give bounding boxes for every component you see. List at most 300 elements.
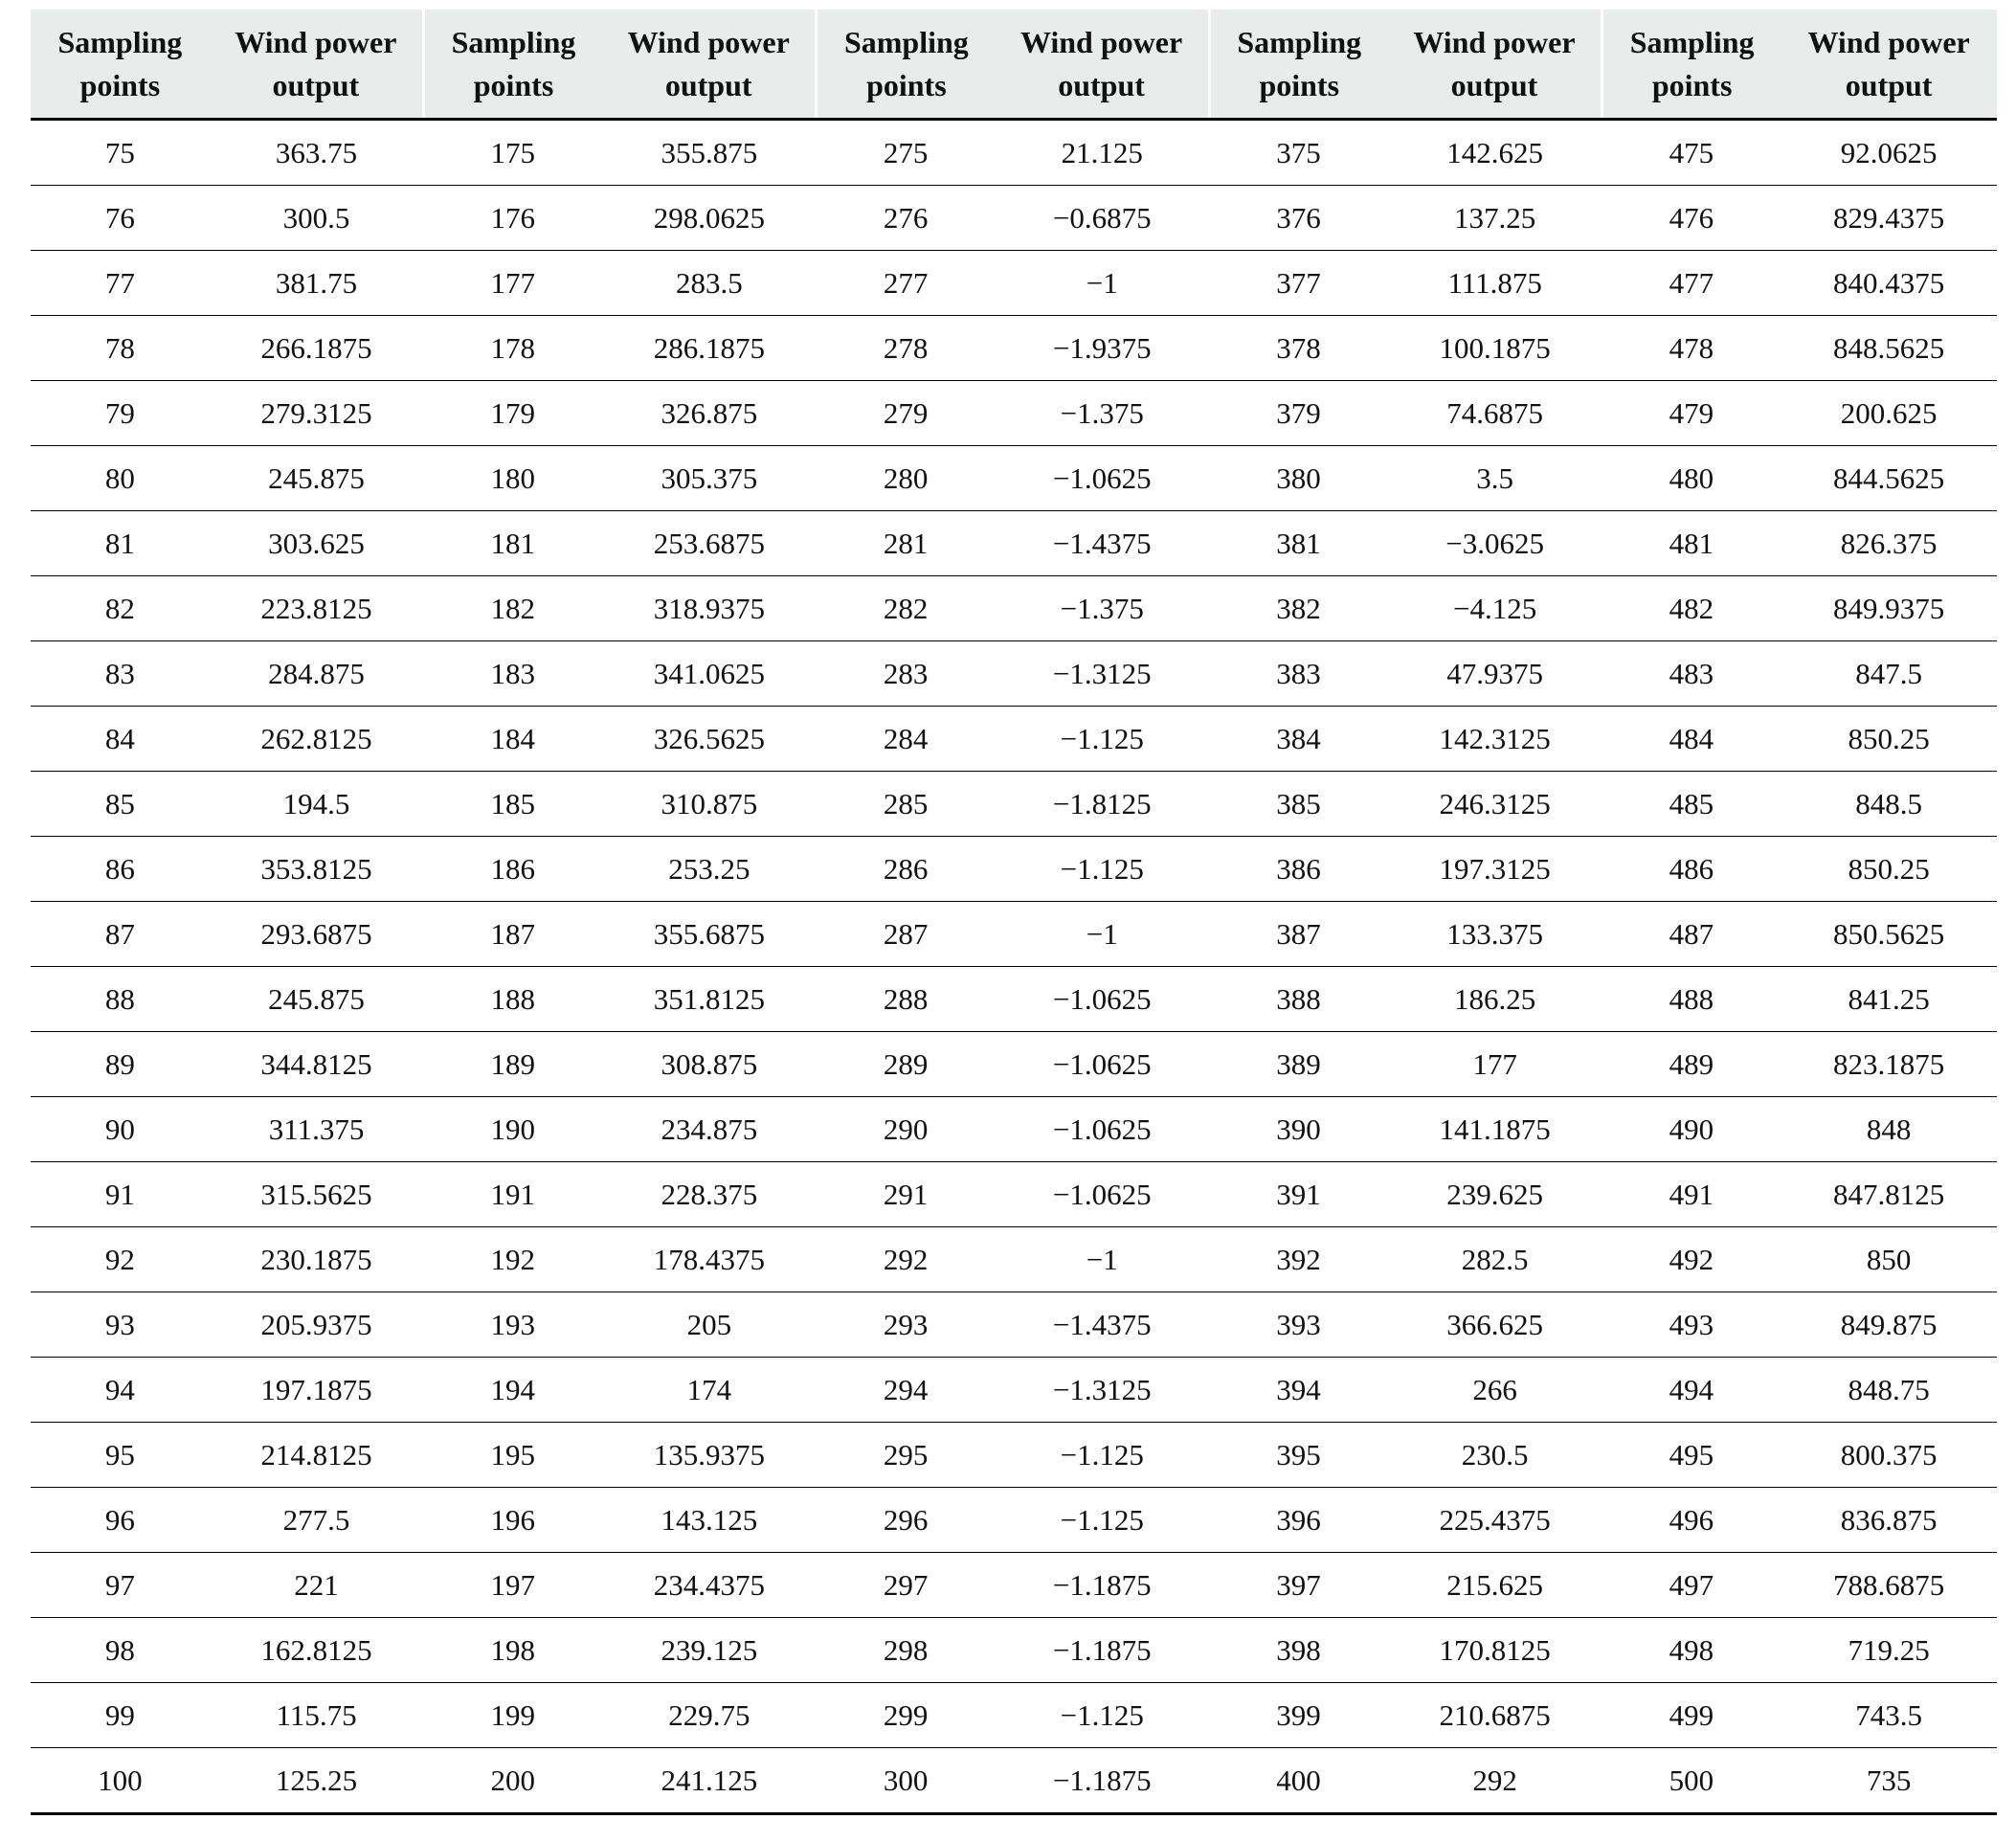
sampling-point-cell: 287 — [817, 902, 996, 967]
wind-power-output-cell: 850.25 — [1781, 707, 1997, 772]
wind-power-output-cell: 197.1875 — [210, 1358, 424, 1423]
table-row — [31, 1227, 1997, 1292]
wind-power-output-cell: 848.75 — [1781, 1358, 1997, 1423]
sampling-point-cell: 94 — [31, 1358, 210, 1423]
table-row — [31, 1097, 1997, 1162]
sampling-point-cell: 195 — [423, 1423, 602, 1488]
header-wind-power-output: Wind power output — [210, 10, 424, 120]
sampling-point-cell: 181 — [423, 511, 602, 576]
wind-power-output-cell: 355.6875 — [602, 902, 817, 967]
sampling-point-cell: 395 — [1209, 1423, 1388, 1488]
sampling-point-cell: 92 — [31, 1227, 210, 1292]
wind-power-output-cell: 21.125 — [995, 120, 1209, 186]
wind-power-output-cell: −1.0625 — [995, 967, 1209, 1032]
sampling-point-cell: 386 — [1209, 837, 1388, 902]
wind-power-output-cell: 293.6875 — [210, 902, 424, 967]
wind-power-output-cell: 245.875 — [210, 967, 424, 1032]
wind-power-output-cell: 253.25 — [602, 837, 817, 902]
sampling-point-cell: 276 — [817, 186, 996, 251]
wind-power-output-cell: 239.625 — [1388, 1162, 1602, 1227]
wind-power-output-cell: 200.625 — [1781, 381, 1997, 446]
wind-power-output-cell: 223.8125 — [210, 576, 424, 641]
header-wind-power-output: Wind power output — [1388, 10, 1602, 120]
wind-power-output-cell: 230.5 — [1388, 1423, 1602, 1488]
wind-power-output-cell: 234.4375 — [602, 1553, 817, 1618]
sampling-point-cell: 279 — [817, 381, 996, 446]
sampling-point-cell: 88 — [31, 967, 210, 1032]
wind-power-output-cell: 381.75 — [210, 251, 424, 316]
wind-power-output-cell: 850 — [1781, 1227, 1997, 1292]
table-row — [31, 1618, 1997, 1683]
sampling-point-cell: 284 — [817, 707, 996, 772]
table-row — [31, 1553, 1997, 1618]
wind-power-output-cell: 303.625 — [210, 511, 424, 576]
wind-power-output-cell: −1.375 — [995, 381, 1209, 446]
sampling-point-cell: 293 — [817, 1292, 996, 1358]
header-sampling-points: Sampling points — [31, 10, 210, 120]
sampling-point-cell: 475 — [1602, 120, 1781, 186]
table-row — [31, 967, 1997, 1032]
table-header — [31, 10, 1997, 120]
sampling-point-cell: 78 — [31, 316, 210, 381]
sampling-point-cell: 384 — [1209, 707, 1388, 772]
header-sampling-points: Sampling points — [817, 10, 996, 120]
header-wind-power-output: Wind power output — [1781, 10, 1997, 120]
sampling-point-cell: 297 — [817, 1553, 996, 1618]
sampling-point-cell: 385 — [1209, 772, 1388, 837]
wind-power-output-cell: 848 — [1781, 1097, 1997, 1162]
sampling-point-cell: 494 — [1602, 1358, 1781, 1423]
wind-power-output-cell: 246.3125 — [1388, 772, 1602, 837]
sampling-point-cell: 393 — [1209, 1292, 1388, 1358]
wind-power-output-cell: 318.9375 — [602, 576, 817, 641]
sampling-point-cell: 185 — [423, 772, 602, 837]
sampling-point-cell: 175 — [423, 120, 602, 186]
sampling-point-cell: 375 — [1209, 120, 1388, 186]
sampling-point-cell: 391 — [1209, 1162, 1388, 1227]
sampling-point-cell: 198 — [423, 1618, 602, 1683]
wind-power-output-cell: 735 — [1781, 1748, 1997, 1814]
sampling-point-cell: 187 — [423, 902, 602, 967]
wind-power-output-cell: 228.375 — [602, 1162, 817, 1227]
wind-power-output-cell: 355.875 — [602, 120, 817, 186]
wind-power-output-cell: 111.875 — [1388, 251, 1602, 316]
wind-power-output-cell: 308.875 — [602, 1032, 817, 1097]
sampling-point-cell: 79 — [31, 381, 210, 446]
sampling-point-cell: 97 — [31, 1553, 210, 1618]
wind-power-output-cell: 353.8125 — [210, 837, 424, 902]
sampling-point-cell: 491 — [1602, 1162, 1781, 1227]
wind-power-output-cell: 788.6875 — [1781, 1553, 1997, 1618]
wind-power-output-cell: −1.8125 — [995, 772, 1209, 837]
wind-power-output-cell: 229.75 — [602, 1683, 817, 1748]
header-sampling-points: Sampling points — [1209, 10, 1388, 120]
wind-power-output-cell: 205 — [602, 1292, 817, 1358]
wind-power-output-cell: 245.875 — [210, 446, 424, 511]
sampling-point-cell: 100 — [31, 1748, 210, 1814]
wind-power-output-cell: −1.125 — [995, 707, 1209, 772]
sampling-point-cell: 482 — [1602, 576, 1781, 641]
wind-power-output-cell: 230.1875 — [210, 1227, 424, 1292]
sampling-point-cell: 82 — [31, 576, 210, 641]
wind-power-output-cell: 225.4375 — [1388, 1488, 1602, 1553]
wind-power-output-cell: 239.125 — [602, 1618, 817, 1683]
table-row — [31, 837, 1997, 902]
wind-power-output-cell: 848.5 — [1781, 772, 1997, 837]
wind-power-output-cell: 143.125 — [602, 1488, 817, 1553]
wind-power-output-cell: 3.5 — [1388, 446, 1602, 511]
sampling-point-cell: 84 — [31, 707, 210, 772]
wind-power-output-cell: 210.6875 — [1388, 1683, 1602, 1748]
wind-power-output-cell: 142.3125 — [1388, 707, 1602, 772]
wind-power-output-cell: −1.1875 — [995, 1553, 1209, 1618]
sampling-point-cell: 199 — [423, 1683, 602, 1748]
wind-power-output-cell: −1.4375 — [995, 511, 1209, 576]
wind-power-output-cell: −1.1875 — [995, 1748, 1209, 1814]
wind-power-output-cell: 279.3125 — [210, 381, 424, 446]
sampling-point-cell: 95 — [31, 1423, 210, 1488]
sampling-point-cell: 484 — [1602, 707, 1781, 772]
wind-power-output-cell: 266.1875 — [210, 316, 424, 381]
table-row — [31, 641, 1997, 707]
wind-power-output-cell: −1.0625 — [995, 1097, 1209, 1162]
sampling-point-cell: 485 — [1602, 772, 1781, 837]
table-row — [31, 381, 1997, 446]
sampling-point-cell: 493 — [1602, 1292, 1781, 1358]
wind-power-output-cell: 344.8125 — [210, 1032, 424, 1097]
wind-power-output-cell: 205.9375 — [210, 1292, 424, 1358]
wind-power-output-cell: −1.125 — [995, 1423, 1209, 1488]
sampling-point-cell: 498 — [1602, 1618, 1781, 1683]
sampling-point-cell: 382 — [1209, 576, 1388, 641]
wind-power-output-cell: 305.375 — [602, 446, 817, 511]
header-row — [31, 10, 1997, 120]
sampling-point-cell: 93 — [31, 1292, 210, 1358]
sampling-point-cell: 180 — [423, 446, 602, 511]
wind-power-output-cell: 841.25 — [1781, 967, 1997, 1032]
wind-power-output-cell: 125.25 — [210, 1748, 424, 1814]
wind-power-output-cell: 115.75 — [210, 1683, 424, 1748]
sampling-point-cell: 394 — [1209, 1358, 1388, 1423]
wind-power-output-cell: 844.5625 — [1781, 446, 1997, 511]
sampling-point-cell: 488 — [1602, 967, 1781, 1032]
sampling-point-cell: 189 — [423, 1032, 602, 1097]
header-wind-power-output: Wind power output — [602, 10, 817, 120]
table-row — [31, 1748, 1997, 1814]
sampling-point-cell: 288 — [817, 967, 996, 1032]
wind-power-output-cell: 351.8125 — [602, 967, 817, 1032]
wind-power-output-cell: −1.3125 — [995, 641, 1209, 707]
sampling-point-cell: 281 — [817, 511, 996, 576]
wind-power-output-cell: 141.1875 — [1388, 1097, 1602, 1162]
table-row — [31, 1683, 1997, 1748]
sampling-point-cell: 398 — [1209, 1618, 1388, 1683]
sampling-point-cell: 480 — [1602, 446, 1781, 511]
wind-power-table — [31, 10, 1997, 1815]
sampling-point-cell: 192 — [423, 1227, 602, 1292]
wind-power-output-cell: 315.5625 — [210, 1162, 424, 1227]
wind-power-output-cell: 92.0625 — [1781, 120, 1997, 186]
wind-power-output-cell: 283.5 — [602, 251, 817, 316]
wind-power-output-cell: 170.8125 — [1388, 1618, 1602, 1683]
sampling-point-cell: 399 — [1209, 1683, 1388, 1748]
sampling-point-cell: 476 — [1602, 186, 1781, 251]
sampling-point-cell: 186 — [423, 837, 602, 902]
wind-power-output-cell: 214.8125 — [210, 1423, 424, 1488]
wind-power-output-cell: −1.9375 — [995, 316, 1209, 381]
sampling-point-cell: 277 — [817, 251, 996, 316]
table-row — [31, 1292, 1997, 1358]
wind-power-output-cell: −1 — [995, 251, 1209, 316]
sampling-point-cell: 489 — [1602, 1032, 1781, 1097]
wind-power-output-cell: 743.5 — [1781, 1683, 1997, 1748]
wind-power-output-cell: 47.9375 — [1388, 641, 1602, 707]
sampling-point-cell: 283 — [817, 641, 996, 707]
sampling-point-cell: 492 — [1602, 1227, 1781, 1292]
wind-power-output-cell: 137.25 — [1388, 186, 1602, 251]
sampling-point-cell: 477 — [1602, 251, 1781, 316]
wind-power-output-cell: −1.0625 — [995, 1162, 1209, 1227]
sampling-point-cell: 389 — [1209, 1032, 1388, 1097]
wind-power-output-cell: 850.5625 — [1781, 902, 1997, 967]
sampling-point-cell: 392 — [1209, 1227, 1388, 1292]
sampling-point-cell: 495 — [1602, 1423, 1781, 1488]
wind-power-output-cell: 142.625 — [1388, 120, 1602, 186]
sampling-point-cell: 486 — [1602, 837, 1781, 902]
wind-power-output-cell: 847.5 — [1781, 641, 1997, 707]
sampling-point-cell: 280 — [817, 446, 996, 511]
sampling-point-cell: 379 — [1209, 381, 1388, 446]
sampling-point-cell: 190 — [423, 1097, 602, 1162]
sampling-point-cell: 299 — [817, 1683, 996, 1748]
sampling-point-cell: 188 — [423, 967, 602, 1032]
wind-power-output-cell: 266 — [1388, 1358, 1602, 1423]
sampling-point-cell: 500 — [1602, 1748, 1781, 1814]
table-row — [31, 902, 1997, 967]
wind-power-output-cell: 194.5 — [210, 772, 424, 837]
sampling-point-cell: 383 — [1209, 641, 1388, 707]
sampling-point-cell: 377 — [1209, 251, 1388, 316]
sampling-point-cell: 200 — [423, 1748, 602, 1814]
sampling-point-cell: 397 — [1209, 1553, 1388, 1618]
sampling-point-cell: 296 — [817, 1488, 996, 1553]
table-row — [31, 1358, 1997, 1423]
sampling-point-cell: 400 — [1209, 1748, 1388, 1814]
wind-power-output-cell: −3.0625 — [1388, 511, 1602, 576]
wind-power-output-cell: −1.125 — [995, 837, 1209, 902]
sampling-point-cell: 196 — [423, 1488, 602, 1553]
sampling-point-cell: 497 — [1602, 1553, 1781, 1618]
header-sampling-points: Sampling points — [1602, 10, 1781, 120]
sampling-point-cell: 98 — [31, 1618, 210, 1683]
sampling-point-cell: 86 — [31, 837, 210, 902]
sampling-point-cell: 179 — [423, 381, 602, 446]
wind-power-output-cell: 823.1875 — [1781, 1032, 1997, 1097]
wind-power-output-cell: 341.0625 — [602, 641, 817, 707]
sampling-point-cell: 177 — [423, 251, 602, 316]
wind-power-output-cell: 310.875 — [602, 772, 817, 837]
wind-power-output-cell: 286.1875 — [602, 316, 817, 381]
wind-power-output-cell: 826.375 — [1781, 511, 1997, 576]
sampling-point-cell: 89 — [31, 1032, 210, 1097]
wind-power-output-cell: 284.875 — [210, 641, 424, 707]
sampling-point-cell: 80 — [31, 446, 210, 511]
sampling-point-cell: 286 — [817, 837, 996, 902]
wind-power-output-cell: 186.25 — [1388, 967, 1602, 1032]
sampling-point-cell: 295 — [817, 1423, 996, 1488]
sampling-point-cell: 90 — [31, 1097, 210, 1162]
wind-power-output-cell: 847.8125 — [1781, 1162, 1997, 1227]
wind-power-table-container — [31, 10, 1997, 1815]
sampling-point-cell: 285 — [817, 772, 996, 837]
sampling-point-cell: 496 — [1602, 1488, 1781, 1553]
table-row — [31, 316, 1997, 381]
table-row — [31, 1032, 1997, 1097]
table-row — [31, 186, 1997, 251]
sampling-point-cell: 96 — [31, 1488, 210, 1553]
sampling-point-cell: 91 — [31, 1162, 210, 1227]
wind-power-output-cell: 215.625 — [1388, 1553, 1602, 1618]
sampling-point-cell: 487 — [1602, 902, 1781, 967]
sampling-point-cell: 275 — [817, 120, 996, 186]
wind-power-output-cell: 800.375 — [1781, 1423, 1997, 1488]
wind-power-output-cell: 282.5 — [1388, 1227, 1602, 1292]
sampling-point-cell: 76 — [31, 186, 210, 251]
sampling-point-cell: 292 — [817, 1227, 996, 1292]
wind-power-output-cell: 300.5 — [210, 186, 424, 251]
sampling-point-cell: 278 — [817, 316, 996, 381]
wind-power-output-cell: −1 — [995, 902, 1209, 967]
wind-power-output-cell: 197.3125 — [1388, 837, 1602, 902]
wind-power-output-cell: 178.4375 — [602, 1227, 817, 1292]
wind-power-output-cell: 177 — [1388, 1032, 1602, 1097]
wind-power-output-cell: 292 — [1388, 1748, 1602, 1814]
wind-power-output-cell: 74.6875 — [1388, 381, 1602, 446]
sampling-point-cell: 291 — [817, 1162, 996, 1227]
wind-power-output-cell: 234.875 — [602, 1097, 817, 1162]
sampling-point-cell: 376 — [1209, 186, 1388, 251]
wind-power-output-cell: 849.875 — [1781, 1292, 1997, 1358]
sampling-point-cell: 194 — [423, 1358, 602, 1423]
sampling-point-cell: 479 — [1602, 381, 1781, 446]
sampling-point-cell: 380 — [1209, 446, 1388, 511]
wind-power-output-cell: −1.0625 — [995, 446, 1209, 511]
header-sampling-points: Sampling points — [423, 10, 602, 120]
wind-power-output-cell: −1.375 — [995, 576, 1209, 641]
wind-power-output-cell: 241.125 — [602, 1748, 817, 1814]
wind-power-output-cell: −1.4375 — [995, 1292, 1209, 1358]
wind-power-output-cell: 135.9375 — [602, 1423, 817, 1488]
sampling-point-cell: 483 — [1602, 641, 1781, 707]
sampling-point-cell: 184 — [423, 707, 602, 772]
wind-power-output-cell: 836.875 — [1781, 1488, 1997, 1553]
table-row — [31, 1423, 1997, 1488]
wind-power-output-cell: 253.6875 — [602, 511, 817, 576]
sampling-point-cell: 87 — [31, 902, 210, 967]
wind-power-output-cell: −1.125 — [995, 1683, 1209, 1748]
sampling-point-cell: 282 — [817, 576, 996, 641]
sampling-point-cell: 290 — [817, 1097, 996, 1162]
wind-power-output-cell: 100.1875 — [1388, 316, 1602, 381]
sampling-point-cell: 396 — [1209, 1488, 1388, 1553]
wind-power-output-cell: 363.75 — [210, 120, 424, 186]
sampling-point-cell: 481 — [1602, 511, 1781, 576]
table-row — [31, 446, 1997, 511]
wind-power-output-cell: −1.0625 — [995, 1032, 1209, 1097]
sampling-point-cell: 178 — [423, 316, 602, 381]
sampling-point-cell: 99 — [31, 1683, 210, 1748]
sampling-point-cell: 182 — [423, 576, 602, 641]
table-row — [31, 1162, 1997, 1227]
sampling-point-cell: 390 — [1209, 1097, 1388, 1162]
table-row — [31, 707, 1997, 772]
wind-power-output-cell: 162.8125 — [210, 1618, 424, 1683]
table-row — [31, 511, 1997, 576]
wind-power-output-cell: 174 — [602, 1358, 817, 1423]
sampling-point-cell: 388 — [1209, 967, 1388, 1032]
wind-power-output-cell: 262.8125 — [210, 707, 424, 772]
wind-power-output-cell: −1.1875 — [995, 1618, 1209, 1683]
wind-power-output-cell: 850.25 — [1781, 837, 1997, 902]
sampling-point-cell: 183 — [423, 641, 602, 707]
wind-power-output-cell: 221 — [210, 1553, 424, 1618]
sampling-point-cell: 289 — [817, 1032, 996, 1097]
wind-power-output-cell: −4.125 — [1388, 576, 1602, 641]
wind-power-output-cell: 848.5625 — [1781, 316, 1997, 381]
sampling-point-cell: 378 — [1209, 316, 1388, 381]
table-row — [31, 120, 1997, 186]
wind-power-output-cell: 311.375 — [210, 1097, 424, 1162]
sampling-point-cell: 75 — [31, 120, 210, 186]
wind-power-output-cell: 829.4375 — [1781, 186, 1997, 251]
table-body — [31, 120, 1997, 1814]
wind-power-output-cell: 849.9375 — [1781, 576, 1997, 641]
wind-power-output-cell: 719.25 — [1781, 1618, 1997, 1683]
wind-power-output-cell: 840.4375 — [1781, 251, 1997, 316]
sampling-point-cell: 300 — [817, 1748, 996, 1814]
sampling-point-cell: 478 — [1602, 316, 1781, 381]
wind-power-output-cell: −1.125 — [995, 1488, 1209, 1553]
sampling-point-cell: 294 — [817, 1358, 996, 1423]
sampling-point-cell: 490 — [1602, 1097, 1781, 1162]
table-row — [31, 251, 1997, 316]
wind-power-output-cell: −0.6875 — [995, 186, 1209, 251]
sampling-point-cell: 176 — [423, 186, 602, 251]
wind-power-output-cell: −1.3125 — [995, 1358, 1209, 1423]
sampling-point-cell: 193 — [423, 1292, 602, 1358]
sampling-point-cell: 387 — [1209, 902, 1388, 967]
sampling-point-cell: 85 — [31, 772, 210, 837]
sampling-point-cell: 83 — [31, 641, 210, 707]
sampling-point-cell: 499 — [1602, 1683, 1781, 1748]
wind-power-output-cell: 277.5 — [210, 1488, 424, 1553]
sampling-point-cell: 298 — [817, 1618, 996, 1683]
sampling-point-cell: 191 — [423, 1162, 602, 1227]
wind-power-output-cell: 298.0625 — [602, 186, 817, 251]
wind-power-output-cell: 366.625 — [1388, 1292, 1602, 1358]
sampling-point-cell: 81 — [31, 511, 210, 576]
table-row — [31, 1488, 1997, 1553]
sampling-point-cell: 77 — [31, 251, 210, 316]
table-row — [31, 772, 1997, 837]
sampling-point-cell: 381 — [1209, 511, 1388, 576]
wind-power-output-cell: −1 — [995, 1227, 1209, 1292]
wind-power-output-cell: 326.875 — [602, 381, 817, 446]
sampling-point-cell: 197 — [423, 1553, 602, 1618]
table-row — [31, 576, 1997, 641]
wind-power-output-cell: 133.375 — [1388, 902, 1602, 967]
wind-power-output-cell: 326.5625 — [602, 707, 817, 772]
